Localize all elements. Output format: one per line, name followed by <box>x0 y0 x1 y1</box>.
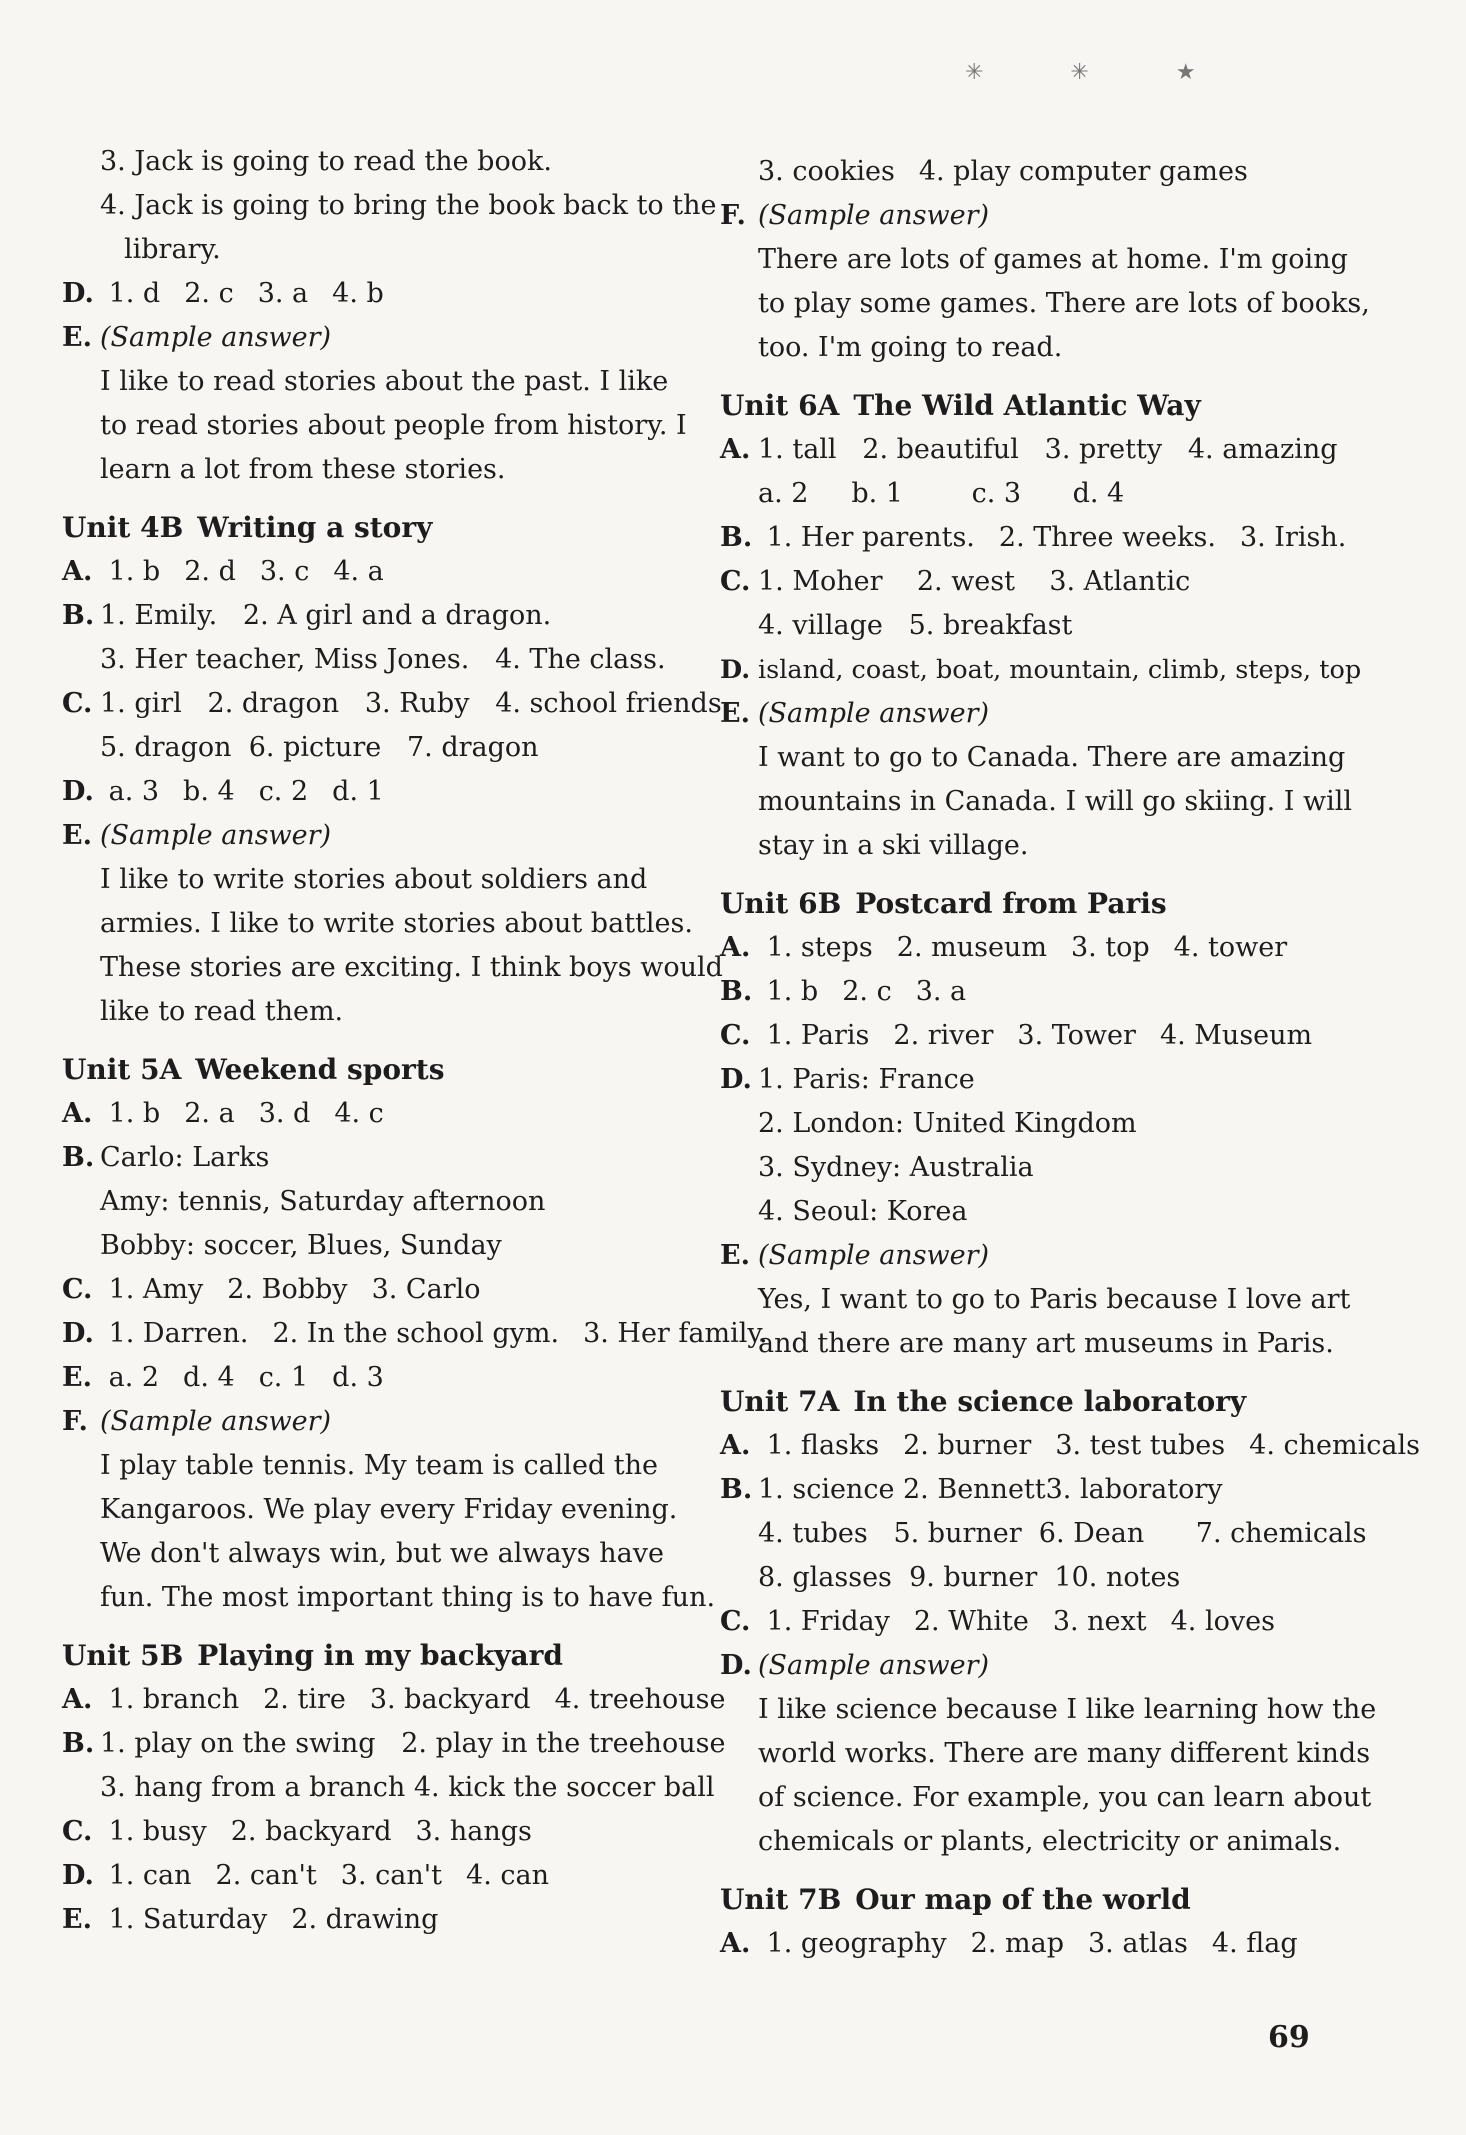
exercise-e: E. (Sample answer) <box>720 698 990 729</box>
exercise-d: D. a. 3 b. 4 c. 2 d. 1 <box>62 776 384 807</box>
star-decoration-icon: ✳ ✳ ★ <box>965 60 1236 85</box>
unit-7b-title: Unit 7B Our map of the world <box>720 1883 1191 1916</box>
unit-7a-title: Unit 7A In the science laboratory <box>720 1385 1247 1418</box>
sample-answer-line: like to read them. <box>100 996 344 1027</box>
exercise-b: B. 1. play on the swing 2. play in the treehouse <box>62 1728 726 1759</box>
exercise-e: E. (Sample answer) <box>62 322 332 353</box>
sample-answer-line: to play some games. There are lots of books, <box>758 288 1370 319</box>
sample-answer-line: stay in a ski village. <box>758 830 1029 861</box>
sample-answer-line: to read stories about people from history. I <box>100 410 687 441</box>
exercise-a: A. 1. tall 2. beautiful 3. pretty 4. amazing <box>720 434 1338 465</box>
unit-6a-title: Unit 6A The Wild Atlantic Way <box>720 389 1201 422</box>
exercise-b: B. 1. b 2. c 3. a <box>720 976 967 1007</box>
answer-line: 4. Seoul: Korea <box>758 1196 968 1227</box>
exercise-b: B. 1. science 2. Bennett3. laboratory <box>720 1474 1223 1505</box>
answer-line: library. <box>124 234 221 265</box>
answer-line: 3. Jack is going to read the book. <box>100 146 552 177</box>
sample-answer-line: I like to read stories about the past. I like <box>100 366 669 397</box>
sample-answer-line: learn a lot from these stories. <box>100 454 506 485</box>
answer-line: 3. Her teacher, Miss Jones. 4. The class. <box>100 644 666 675</box>
answer-line: 8. glasses 9. burner 10. notes <box>758 1562 1181 1593</box>
exercise-b: B. 1. Her parents. 2. Three weeks. 3. Irish. <box>720 522 1347 553</box>
sample-answer-line: I want to go to Canada. There are amazing <box>758 742 1346 773</box>
sample-answer-line: of science. For example, you can learn about <box>758 1782 1372 1813</box>
sample-answer-line: and there are many art museums in Paris. <box>758 1328 1334 1359</box>
sample-answer-line: Kangaroos. We play every Friday evening. <box>100 1494 678 1525</box>
exercise-e: E. (Sample answer) <box>720 1240 990 1271</box>
left-column <box>62 140 768 1942</box>
answer-line: 3. Sydney: Australia <box>758 1152 1034 1183</box>
answer-line: 4. Jack is going to bring the book back to the <box>100 190 717 221</box>
exercise-e: E. 1. Saturday 2. drawing <box>62 1904 439 1935</box>
exercise-f: F. (Sample answer) <box>62 1406 332 1437</box>
exercise-d: D. (Sample answer) <box>720 1650 990 1681</box>
sample-answer-line: I like science because I like learning how the <box>758 1694 1377 1725</box>
right-column <box>720 150 1420 1966</box>
answer-line: 4. tubes 5. burner 6. Dean 7. chemicals <box>758 1518 1367 1549</box>
exercise-a: A. 1. flasks 2. burner 3. test tubes 4. chemicals <box>720 1430 1420 1461</box>
sample-answer-line: We don't always win, but we always have <box>100 1538 664 1569</box>
sample-answer-line: chemicals or plants, electricity or animals. <box>758 1826 1342 1857</box>
exercise-b: B. Carlo: Larks <box>62 1142 270 1173</box>
exercise-e: E. a. 2 d. 4 c. 1 d. 3 <box>62 1362 384 1393</box>
exercise-c: C. 1. Amy 2. Bobby 3. Carlo <box>62 1274 481 1305</box>
answer-line: 5. dragon 6. picture 7. dragon <box>100 732 539 763</box>
answer-line: a. 2 b. 1 c. 3 d. 4 <box>758 478 1125 509</box>
exercise-a: A. 1. geography 2. map 3. atlas 4. flag <box>720 1928 1298 1959</box>
answer-line: 4. village 5. breakfast <box>758 610 1073 641</box>
sample-answer-line: There are lots of games at home. I'm going <box>758 244 1348 275</box>
exercise-f: F. (Sample answer) <box>720 200 990 231</box>
sample-answer-line: I like to write stories about soldiers and <box>100 864 648 895</box>
exercise-e: E. (Sample answer) <box>62 820 332 851</box>
exercise-a: A. 1. steps 2. museum 3. top 4. tower <box>720 932 1288 963</box>
sample-answer-line: mountains in Canada. I will go skiing. I will <box>758 786 1352 817</box>
exercise-c: C. 1. Paris 2. river 3. Tower 4. Museum <box>720 1020 1313 1051</box>
exercise-c: C. 1. Moher 2. west 3. Atlantic <box>720 566 1191 597</box>
exercise-c: C. 1. girl 2. dragon 3. Ruby 4. school friends <box>62 688 722 719</box>
page-number: 69 <box>1268 2020 1310 2055</box>
sample-answer-line: world works. There are many different kinds <box>758 1738 1371 1769</box>
sample-answer-line: I play table tennis. My team is called the <box>100 1450 659 1481</box>
sample-answer-line: fun. The most important thing is to have fun. <box>100 1582 716 1613</box>
answer-line: Bobby: soccer, Blues, Sunday <box>100 1230 502 1261</box>
sample-answer-line: too. I'm going to read. <box>758 332 1063 363</box>
exercise-a: A. 1. b 2. d 3. c 4. a <box>62 556 384 587</box>
sample-answer-line: Yes, I want to go to Paris because I love art <box>758 1284 1351 1315</box>
unit-4b-title: Unit 4B Writing a story <box>62 511 433 544</box>
answer-line: Amy: tennis, Saturday afternoon <box>100 1186 546 1217</box>
exercise-d: D. island, coast, boat, mountain, climb, steps, top <box>720 655 1362 685</box>
unit-6b-title: Unit 6B Postcard from Paris <box>720 887 1167 920</box>
exercise-c: C. 1. Friday 2. White 3. next 4. loves <box>720 1606 1275 1637</box>
sample-answer-line: These stories are exciting. I think boys would <box>100 952 723 983</box>
exercise-d: D. 1. d 2. c 3. a 4. b <box>62 278 384 309</box>
exercise-a: A. 1. b 2. a 3. d 4. c <box>62 1098 384 1129</box>
exercise-c: C. 1. busy 2. backyard 3. hangs <box>62 1816 532 1847</box>
answer-line: 3. cookies 4. play computer games <box>758 156 1248 187</box>
exercise-d: D. 1. can 2. can't 3. can't 4. can <box>62 1860 549 1891</box>
unit-5a-title: Unit 5A Weekend sports <box>62 1053 445 1086</box>
exercise-b: B. 1. Emily. 2. A girl and a dragon. <box>62 600 552 631</box>
exercise-d: D. 1. Paris: France <box>720 1064 975 1095</box>
answer-line: 2. London: United Kingdom <box>758 1108 1137 1139</box>
answer-line: 3. hang from a branch 4. kick the soccer ball <box>100 1772 715 1803</box>
exercise-a: A. 1. branch 2. tire 3. backyard 4. treehouse <box>62 1684 726 1715</box>
unit-5b-title: Unit 5B Playing in my backyard <box>62 1639 563 1672</box>
sample-answer-line: armies. I like to write stories about battles. <box>100 908 693 939</box>
exercise-d: D. 1. Darren. 2. In the school gym. 3. Her family. <box>62 1318 768 1349</box>
